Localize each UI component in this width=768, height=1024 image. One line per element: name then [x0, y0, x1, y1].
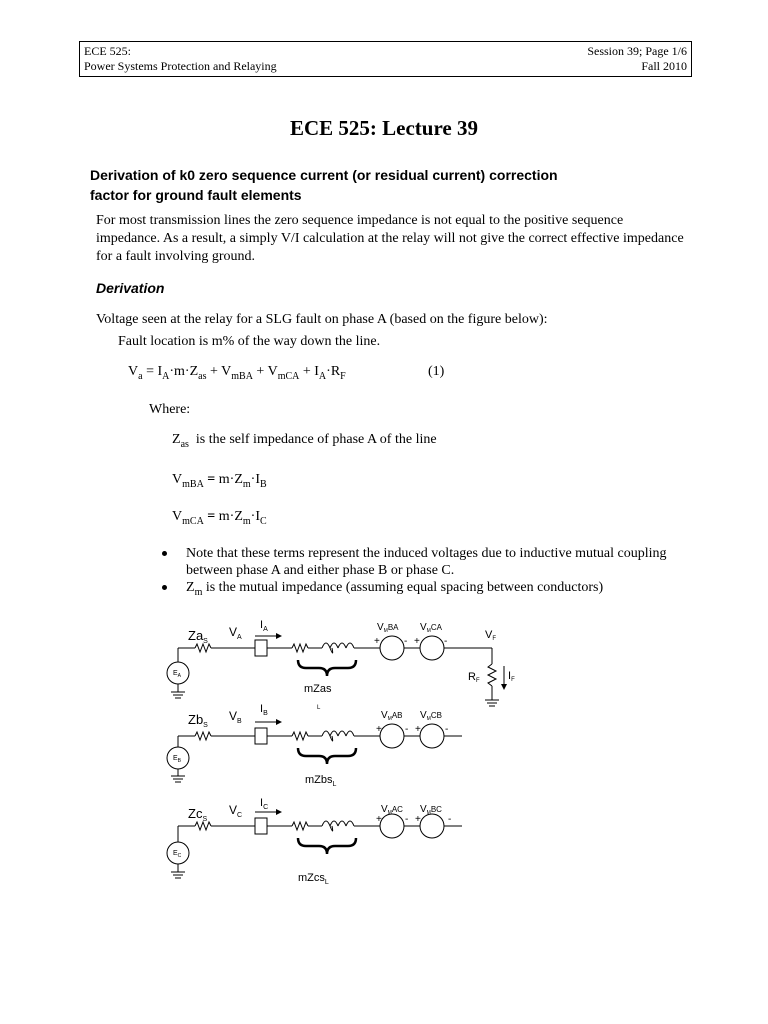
intro-paragraph: For most transmission lines the zero sequence impedance is not equal to the positive sequence impedance. As a result, a simply V/I calculation at the relay will not give the correct effective impedance for a fault involving ground.: [96, 213, 684, 264]
label-va: $V_A$: [229, 625, 242, 641]
label-vf: VF: [485, 629, 497, 642]
equation-1: $V_a = I_A\cdot m\cdot Z_{as} + V_{mBA} + V_{mCA} + I_A\cdot R_F$: [128, 364, 346, 382]
label-ic: $I_C$: [260, 797, 269, 811]
minus-sign: -: [445, 724, 449, 735]
where-label: Where:: [149, 402, 191, 417]
header-session-page: Session 39; Page 1/6: [587, 44, 687, 58]
bullet-text-2: is the mutual impedance (assuming equal spacing between conductors): [205, 580, 604, 595]
bullet-item-1: [162, 545, 682, 579]
vmca-equation: $V_{mCA} = m\cdot Z_m\cdot I_C$: [172, 509, 267, 527]
minus-sign: -: [405, 724, 409, 735]
plus-sign: +: [415, 724, 421, 735]
bullet-text-1: Note that these terms represent the induced voltages due to inductive mutual coupling between phase A and either phase B or phase C.: [186, 546, 667, 578]
label-vc: $V_C$: [229, 803, 243, 819]
label-zbs: $Zb_S$: [188, 712, 208, 729]
header-course-title: Power Systems Protection and Relaying: [84, 59, 277, 73]
plus-sign: +: [374, 636, 380, 647]
label-mzas: mZas: [304, 683, 332, 695]
section-heading-line1: Derivation of k0 zero sequence current (or residual current) correction: [90, 167, 558, 183]
mutual-source-bc: [420, 814, 444, 838]
label-ea: $E_A$: [173, 670, 182, 679]
mutual-source-ab: [380, 724, 404, 748]
label-ec: $E_C$: [173, 850, 182, 859]
bullet-item-2: $Z_m$ is the mutual impedance (assuming equal spacing between conductors): [162, 579, 682, 601]
page-title: ECE 525: Lecture 39: [289, 116, 478, 140]
source-resistor-c: [195, 822, 211, 830]
plus-sign: +: [414, 636, 420, 647]
plus-sign: +: [415, 814, 421, 825]
mutual-source-ca: [420, 636, 444, 660]
phase-a-circuit: [167, 633, 507, 706]
brace-b: [298, 748, 356, 764]
plus-sign: +: [376, 814, 382, 825]
bullet-list: [162, 545, 682, 601]
source-resistor-a: [195, 644, 211, 652]
label-vb: $V_B$: [229, 709, 242, 725]
source-resistor-b: [195, 732, 211, 740]
relay-ct-a: [255, 640, 267, 656]
label-zas: $Za_S$: [188, 628, 208, 645]
label-rf: RF: [468, 671, 480, 684]
line-inductance-c: [322, 821, 354, 831]
label-vmba: $V_M^{BA}$: [377, 622, 399, 634]
bullet-dot: [162, 585, 167, 590]
label-vmac: $V_M^{AC}$: [381, 804, 403, 816]
label-vmca: $V_M^{CA}$: [420, 622, 442, 634]
three-phase-circuit-diagram: [0, 600, 768, 900]
minus-sign: -: [405, 814, 409, 825]
label-vmcb: $V_M^{CB}$: [420, 710, 442, 722]
line-inductance-a: [322, 643, 354, 653]
vmba-equation: $V_{mBA} = m\cdot Z_m\cdot I_B$: [172, 472, 267, 490]
brace-c: [298, 838, 356, 854]
zas-definition: $Z_{as}$ is the self impedance of phase A of the line: [172, 432, 437, 450]
mutual-source-ac: [380, 814, 404, 838]
label-zcs: $Zc_S$: [188, 806, 208, 823]
brace-a: [298, 660, 356, 676]
minus-sign: -: [444, 636, 448, 647]
relay-ct-b: [255, 728, 267, 744]
header-term: Fall 2010: [641, 59, 687, 73]
label-if: IF: [508, 670, 515, 683]
header-course: ECE 525:: [84, 44, 131, 58]
label-ib: $I_B$: [260, 703, 268, 717]
page-header: [79, 41, 692, 77]
derivation-subheading: Derivation: [96, 280, 165, 296]
mutual-source-cb: [420, 724, 444, 748]
plus-sign: +: [376, 724, 382, 735]
label-mzcs: mZcs$_L$: [298, 872, 329, 886]
bullet-dot: [162, 551, 167, 556]
section-heading: [90, 165, 690, 205]
label-vmab: $V_M^{AB}$: [381, 710, 403, 722]
section-heading-line2: factor for ground fault elements: [90, 187, 302, 203]
relay-ct-c: [255, 818, 267, 834]
voltage-text: Voltage seen at the relay for a SLG fault on phase A (based on the figure below):: [96, 312, 548, 327]
label-ia: $I_A$: [260, 619, 268, 633]
fault-resistor: [488, 664, 496, 686]
line-inductance-b: [322, 731, 354, 741]
minus-sign: -: [404, 636, 408, 647]
label-mzas-sub: L: [317, 705, 321, 711]
label-eb: $E_B$: [173, 755, 182, 764]
equation-number: (1): [428, 364, 445, 379]
label-vmbc: $V_M^{BC}$: [420, 804, 442, 816]
minus-sign: -: [448, 814, 452, 825]
zas-description: is the self impedance of phase A of the line: [195, 432, 437, 447]
label-mzbs: mZbs$_L$: [305, 774, 337, 788]
mutual-source-ba: [380, 636, 404, 660]
fault-location-text: Fault location is m% of the way down the line.: [118, 334, 381, 349]
